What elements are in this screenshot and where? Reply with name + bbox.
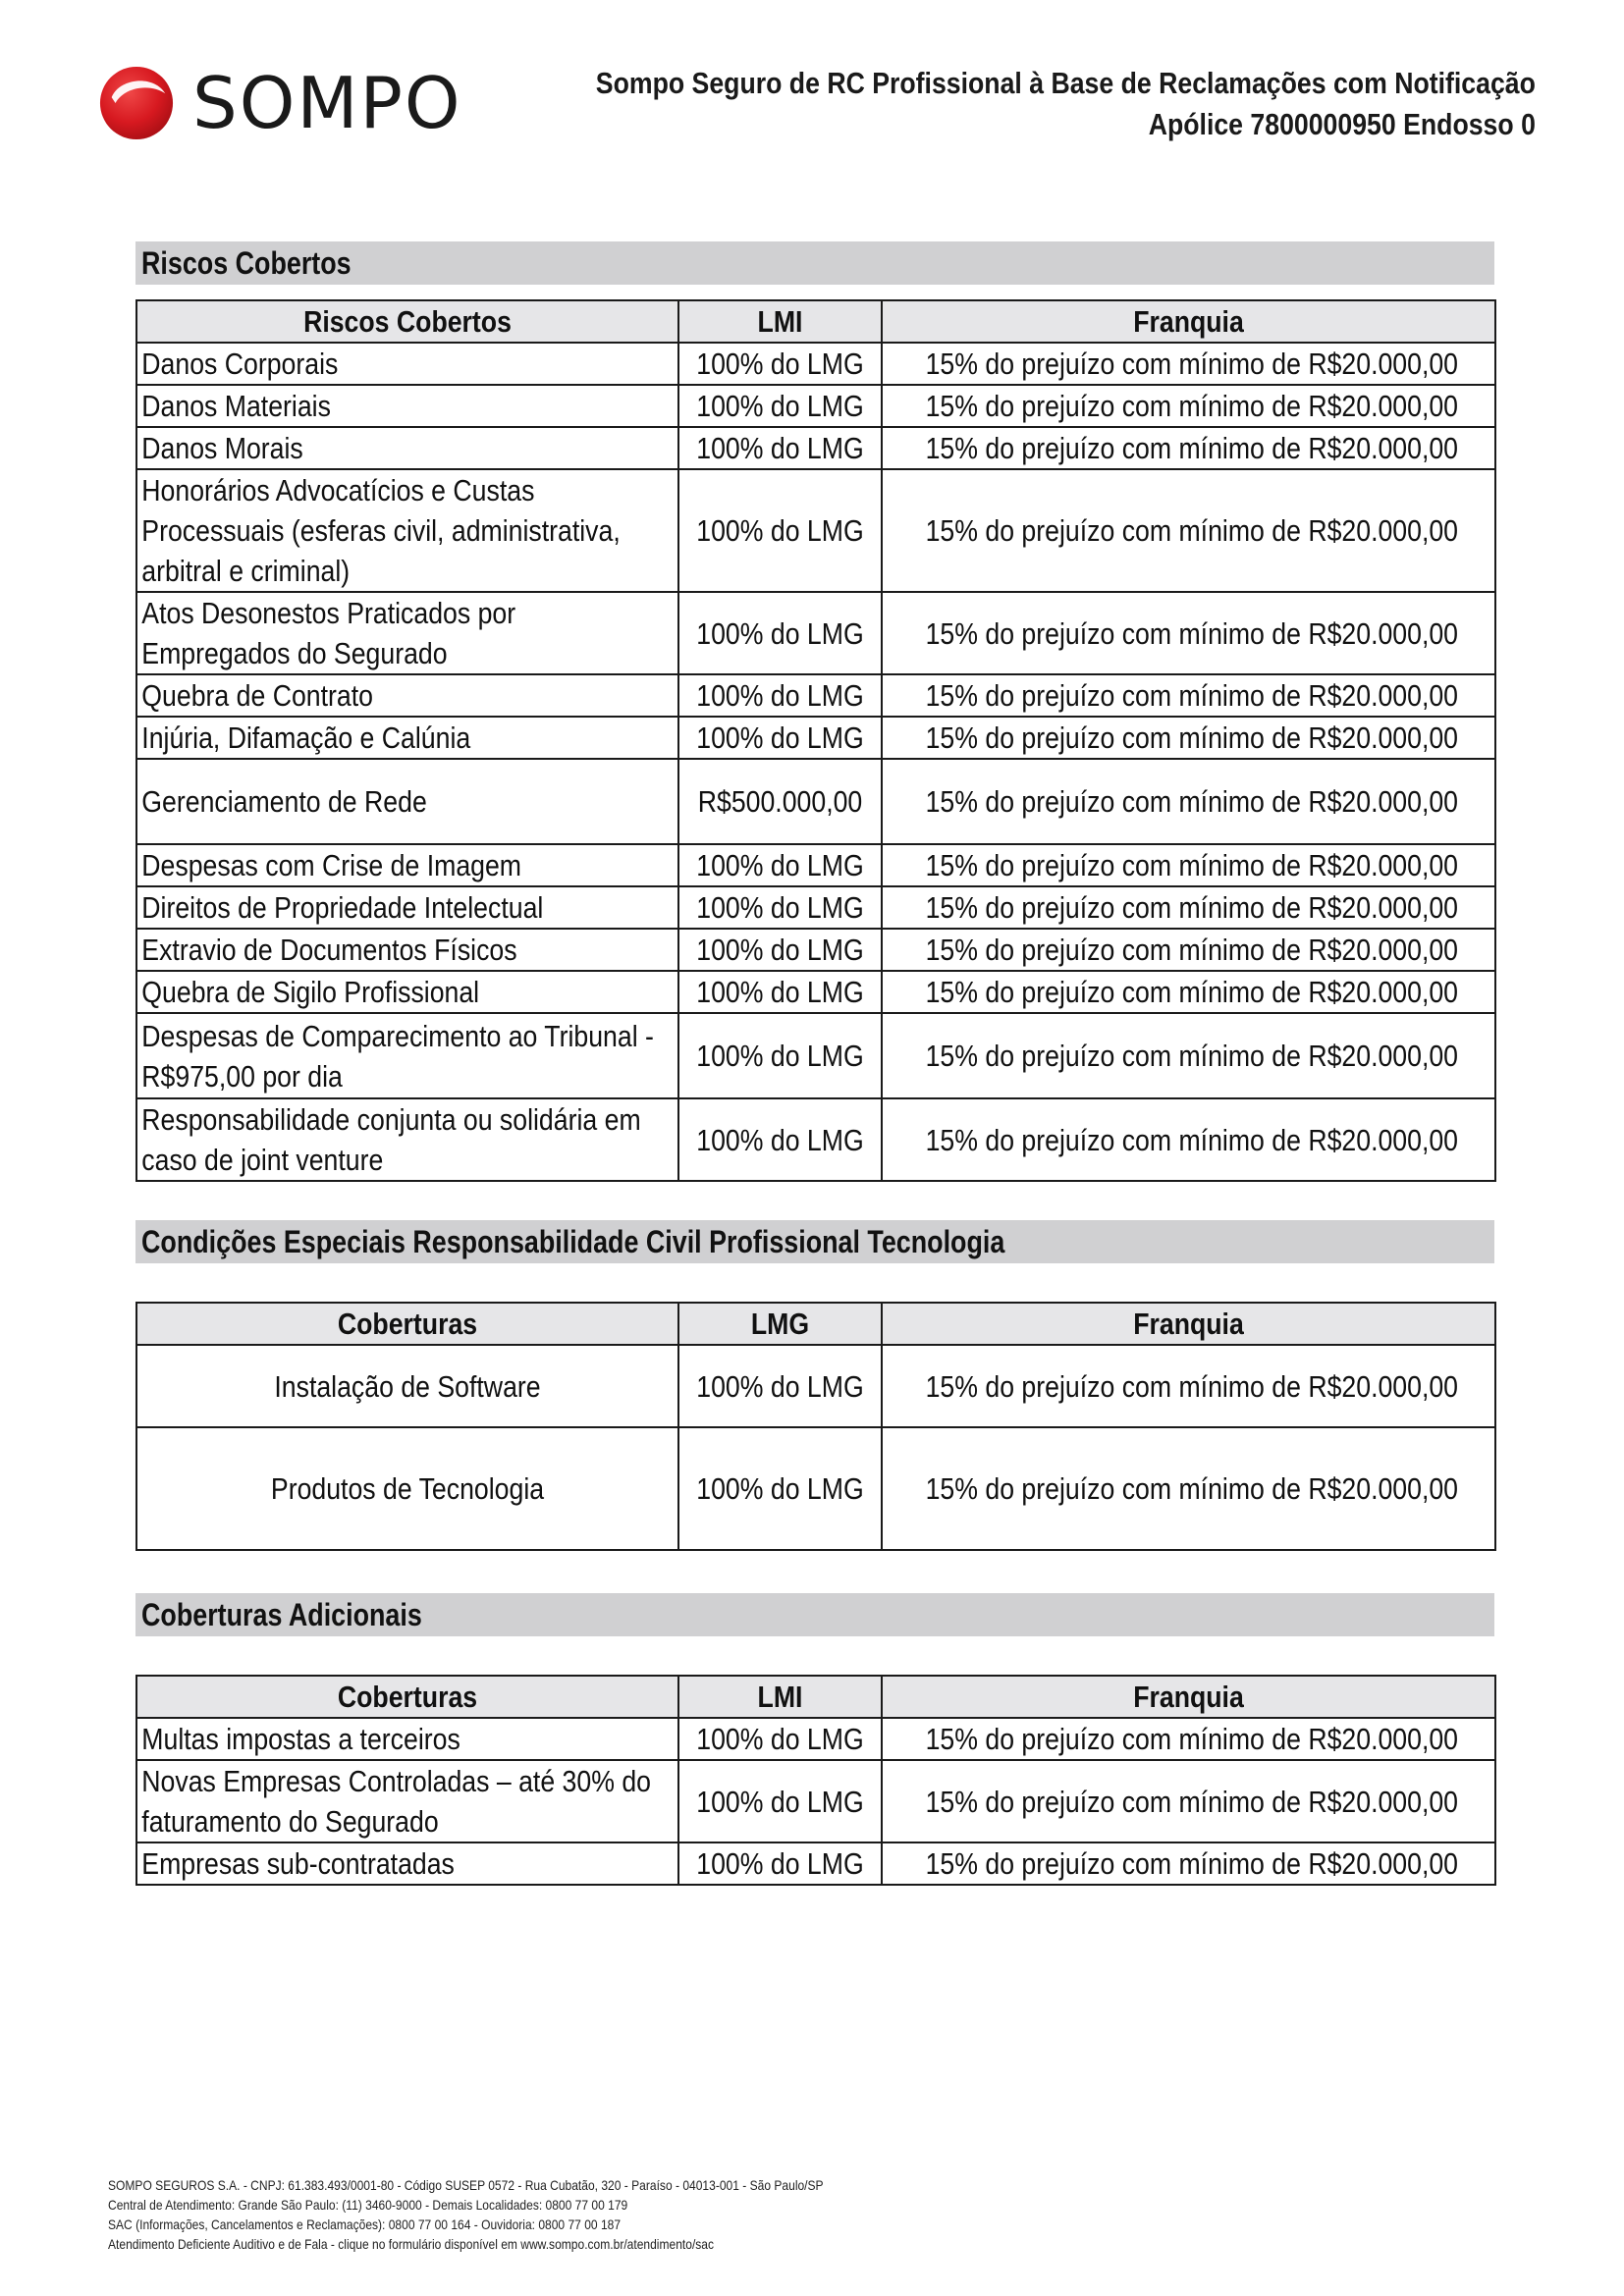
section-condicoes-especiais-title: Condições Especiais Responsabilidade Civil Profissional Tecnologia [135, 1220, 1494, 1263]
table-row [136, 1098, 1495, 1181]
coverage-franquia: 15% do prejuízo com mínimo de R$20.000,00 [925, 347, 1459, 381]
table-row [136, 971, 1495, 1013]
coverage-limit: 100% do LMG [696, 1722, 864, 1756]
coverage-limit: R$500.000,00 [697, 784, 863, 819]
coverage-name: Quebra de Sigilo Profissional [141, 975, 480, 1009]
table-body [136, 1718, 1495, 1885]
table-row [136, 674, 1495, 717]
table-body [136, 1345, 1495, 1550]
column-header: Coberturas [337, 1680, 478, 1714]
coverage-limit: 100% do LMG [696, 1471, 864, 1506]
coverage-name: Processuais (esferas civil, administrativa, [141, 513, 621, 548]
coverage-name: Honorários Advocatícios e Custas [141, 473, 535, 507]
coverage-name: Direitos de Propriedade Intelectual [141, 890, 544, 925]
coverage-franquia: 15% do prejuízo com mínimo de R$20.000,00 [925, 1368, 1459, 1404]
table-row [136, 886, 1495, 929]
table-row [136, 469, 1495, 592]
coverage-limit: 100% do LMG [696, 678, 864, 713]
coverage-franquia: 15% do prejuízo com mínimo de R$20.000,00 [925, 975, 1459, 1009]
coverage-limit: 100% do LMG [696, 721, 864, 755]
column-header: LMG [750, 1307, 810, 1341]
table-row [136, 1013, 1495, 1098]
coverage-franquia: 15% do prejuízo com mínimo de R$20.000,00 [925, 389, 1459, 423]
column-header: Riscos Cobertos [303, 304, 512, 339]
coverage-limit: 100% do LMG [696, 431, 864, 465]
coverage-franquia: 15% do prejuízo com mínimo de R$20.000,00 [925, 721, 1459, 755]
condicoes-especiais-table [135, 1302, 1496, 1551]
footer-atendimento-deficiente: Atendimento Deficiente Auditivo e de Fala - clique no formulário disponível em www.sompo.com.br/atendimento/sac [108, 2236, 715, 2252]
coverage-limit: 100% do LMG [696, 513, 864, 548]
table-row [136, 1760, 1495, 1842]
riscos-cobertos-table [135, 299, 1496, 1182]
coverage-name: faturamento do Segurado [141, 1804, 439, 1839]
column-header: LMI [757, 304, 803, 339]
table-row [136, 717, 1495, 759]
policy-title: Sompo Seguro de RC Profissional à Base de Reclamações com Notificação [595, 66, 1536, 100]
coberturas-adicionais-table [135, 1675, 1496, 1886]
table-row [136, 427, 1495, 469]
table-header-row [136, 1676, 1495, 1718]
column-header: Franquia [1133, 304, 1244, 339]
column-header: Coberturas [337, 1307, 478, 1341]
coverage-name: Multas impostas a terceiros [141, 1722, 460, 1756]
footer-central-atendimento: Central de Atendimento: Grande São Paulo: (11) 3460-9000 - Demais Localidades: 0800 77 00 179 [108, 2197, 628, 2213]
coverage-limit: 100% do LMG [696, 1784, 864, 1819]
sompo-logo-text: SOMPO [192, 62, 462, 144]
coverage-limit: 100% do LMG [696, 890, 864, 925]
table-row [136, 1718, 1495, 1760]
coverage-name: Despesas com Crise de Imagem [141, 848, 522, 882]
coverage-franquia: 15% do prejuízo com mínimo de R$20.000,00 [925, 890, 1459, 925]
company-footer [108, 2175, 824, 2254]
column-header: LMI [757, 1680, 803, 1714]
coverage-name: Empresas sub-contratadas [141, 1846, 455, 1881]
coverage-name: Responsabilidade conjunta ou solidária em [141, 1102, 641, 1137]
coverage-franquia: 15% do prejuízo com mínimo de R$20.000,00 [925, 1722, 1459, 1756]
coverage-name: caso de joint venture [141, 1143, 384, 1177]
coverage-name: Instalação de Software [274, 1368, 541, 1404]
coverage-name: Produtos de Tecnologia [270, 1471, 545, 1506]
coverage-name: Novas Empresas Controladas – até 30% do [141, 1764, 651, 1798]
coverage-franquia: 15% do prejuízo com mínimo de R$20.000,00 [925, 513, 1459, 548]
coverage-limit: 100% do LMG [696, 615, 864, 651]
table-body [136, 343, 1495, 1181]
table-row [136, 1842, 1495, 1885]
coverage-limit: 100% do LMG [696, 389, 864, 423]
table-header-row [136, 300, 1495, 343]
coverage-limit: 100% do LMG [696, 1368, 864, 1404]
policy-header [596, 63, 1536, 145]
coverage-limit: 100% do LMG [696, 347, 864, 381]
table-row [136, 592, 1495, 674]
table-row [136, 929, 1495, 971]
coverage-franquia: 15% do prejuízo com mínimo de R$20.000,00 [925, 1471, 1459, 1506]
coverage-limit: 100% do LMG [696, 1846, 864, 1881]
table-row [136, 385, 1495, 427]
coverage-name: Gerenciamento de Rede [141, 784, 427, 819]
coverage-name: Empregados do Segurado [141, 636, 448, 670]
table-row [136, 844, 1495, 886]
column-header: Franquia [1133, 1680, 1244, 1714]
coverage-name: Quebra de Contrato [141, 678, 373, 713]
coverage-name: Atos Desonestos Praticados por [141, 596, 516, 630]
coverage-franquia: 15% do prejuízo com mínimo de R$20.000,00 [925, 933, 1459, 967]
coverage-name: Danos Corporais [141, 347, 339, 381]
coverage-limit: 100% do LMG [696, 848, 864, 882]
sompo-logo-mark-icon [98, 65, 175, 141]
table-row [136, 343, 1495, 385]
coverage-name: arbitral e criminal) [141, 554, 351, 588]
table-row [136, 759, 1495, 844]
coverage-limit: 100% do LMG [696, 933, 864, 967]
coverage-franquia: 15% do prejuízo com mínimo de R$20.000,00 [925, 1784, 1459, 1819]
coverage-franquia: 15% do prejuízo com mínimo de R$20.000,00 [925, 615, 1459, 651]
coverage-limit: 100% do LMG [696, 1122, 864, 1157]
coverage-franquia: 15% do prejuízo com mínimo de R$20.000,00 [925, 784, 1459, 819]
coverage-franquia: 15% do prejuízo com mínimo de R$20.000,00 [925, 1039, 1459, 1073]
coverage-franquia: 15% do prejuízo com mínimo de R$20.000,00 [925, 848, 1459, 882]
table-header-row [136, 1303, 1495, 1345]
coverage-limit: 100% do LMG [696, 975, 864, 1009]
coverage-franquia: 15% do prejuízo com mínimo de R$20.000,00 [925, 431, 1459, 465]
coverage-name: Danos Morais [141, 431, 303, 465]
table-row [136, 1427, 1495, 1550]
footer-company-info: SOMPO SEGUROS S.A. - CNPJ: 61.383.493/0001-80 - Código SUSEP 0572 - Rua Cubatão, 320 - Paraíso - 04013-001 - São Paulo/SP [108, 2177, 824, 2193]
coverage-name: R$975,00 por dia [141, 1058, 343, 1094]
coverage-franquia: 15% do prejuízo com mínimo de R$20.000,00 [925, 1846, 1459, 1881]
column-header: Franquia [1133, 1307, 1244, 1341]
footer-sac: SAC (Informações, Cancelamentos e Reclamações): 0800 77 00 164 - Ouvidoria: 0800 77 00 187 [108, 2216, 622, 2232]
section-riscos-cobertos-title: Riscos Cobertos [135, 241, 1494, 285]
coverage-name: Injúria, Difamação e Calúnia [141, 721, 471, 755]
coverage-name: Despesas de Comparecimento ao Tribunal - [141, 1018, 654, 1053]
coverage-franquia: 15% do prejuízo com mínimo de R$20.000,00 [925, 1122, 1459, 1157]
policy-number: Apólice 7800000950 Endosso 0 [1148, 107, 1536, 141]
coverage-franquia: 15% do prejuízo com mínimo de R$20.000,00 [925, 678, 1459, 713]
coverage-name: Danos Materiais [141, 389, 331, 423]
sompo-logo [98, 59, 462, 147]
section-coberturas-adicionais-title: Coberturas Adicionais [135, 1593, 1494, 1636]
coverage-limit: 100% do LMG [696, 1039, 864, 1073]
table-row [136, 1345, 1495, 1427]
coverage-name: Extravio de Documentos Físicos [141, 933, 517, 967]
